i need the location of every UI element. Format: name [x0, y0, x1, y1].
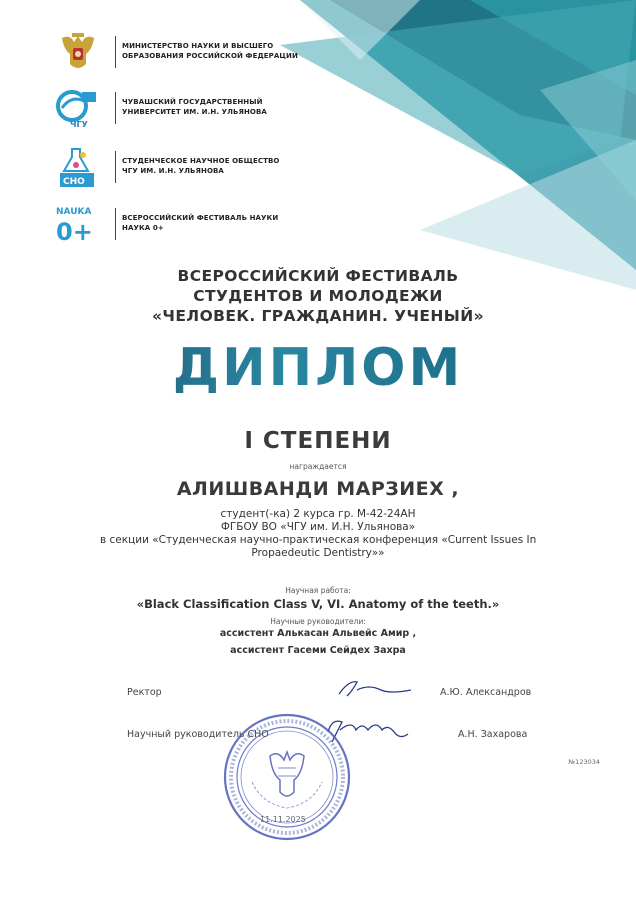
festival-heading [0, 266, 636, 326]
supervisors-label: Научные руководители: [270, 617, 366, 626]
logo-separator [115, 208, 116, 240]
info-line: студент(-ка) 2 курса гр. М-42-24АН [220, 508, 416, 520]
rector-name: А.Ю. Александров [440, 687, 532, 698]
logo-separator [115, 92, 116, 124]
logo-line: ВСЕРОССИЙСКИЙ ФЕСТИВАЛЬ НАУКИ [122, 214, 279, 222]
logo-text-nauka [122, 213, 278, 233]
rector-role: Ректор [127, 687, 162, 698]
work-label: Научная работа: [285, 586, 351, 595]
logo-line: УНИВЕРСИТЕТ ИМ. И.Н. УЛЬЯНОВА [122, 108, 267, 116]
student-society-logo-text: СНО [63, 177, 85, 187]
rector-signature [335, 676, 415, 700]
awarded-label: награждается [289, 462, 347, 471]
diploma-title: ДИПЛОМ [0, 338, 636, 398]
festival-line: ВСЕРОССИЙСКИЙ ФЕСТИВАЛЬ [177, 267, 459, 285]
logo-text-ministry [122, 41, 298, 61]
recipient-info [100, 508, 536, 560]
logo-line: ЧГУ ИМ. И.Н. УЛЬЯНОВА [122, 167, 224, 175]
festival-line: СТУДЕНТОВ И МОЛОДЕЖИ [193, 287, 443, 305]
festival-line: «ЧЕЛОВЕК. ГРАЖДАНИН. УЧЕНЫЙ» [151, 307, 485, 325]
nauka-logo-icon [52, 202, 104, 246]
nauka-logo-age: 0+ [56, 218, 93, 246]
logo-row-nauka [52, 202, 352, 246]
supervisor-signer-name: А.Н. Захарова [458, 729, 528, 740]
logo-row-student-society [52, 145, 352, 189]
logo-line: ОБРАЗОВАНИЯ РОССИЙСКОЙ ФЕДЕРАЦИИ [122, 52, 298, 60]
info-line: Propaedeutic Dentistry»» [251, 547, 385, 559]
issue-date: 11.11.2025 [260, 815, 306, 824]
logo-text-university [122, 97, 267, 117]
supervisor-name: ассистент Гасеми Сейдех Захра [230, 645, 406, 656]
logo-line: ЧУВАШСКИЙ ГОСУДАРСТВЕННЫЙ [122, 98, 263, 106]
logo-separator [115, 151, 116, 183]
supervisor-role: Научный руководитель СНО [127, 729, 269, 740]
logo-line: СТУДЕНЧЕСКОЕ НАУЧНОЕ ОБЩЕСТВО [122, 157, 280, 165]
logo-separator [115, 36, 116, 68]
university-logo-icon [52, 86, 104, 130]
info-line: ФГБОУ ВО «ЧГУ им. И.Н. Ульянова» [220, 521, 416, 533]
supervisor-name: ассистент Алькасан Альвейс Амир , [219, 628, 417, 639]
diploma-degree: I СТЕПЕНИ [244, 428, 392, 454]
logo-text-student-society [122, 156, 279, 176]
recipient-name: АЛИШВАНДИ МАРЗИЕХ , [176, 478, 460, 500]
logo-line: МИНИСТЕРСТВО НАУКИ И ВЫСШЕГО [122, 42, 274, 50]
info-line: в секции «Студенческая научно-практическая конференция «Current Issues In [100, 534, 537, 546]
logo-line: НАУКА 0+ [122, 224, 164, 232]
registration-number: №123034 [568, 758, 600, 766]
logo-row-university [52, 86, 352, 130]
student-society-logo-icon [52, 145, 104, 189]
coat-of-arms-icon [52, 30, 104, 74]
logo-row-ministry [52, 30, 352, 74]
university-logo-text: ЧГУ [70, 120, 88, 129]
work-title: «Black Classification Class V, VI. Anatomy of the teeth.» [136, 597, 500, 611]
nauka-logo-word: NAUKA [56, 207, 92, 217]
